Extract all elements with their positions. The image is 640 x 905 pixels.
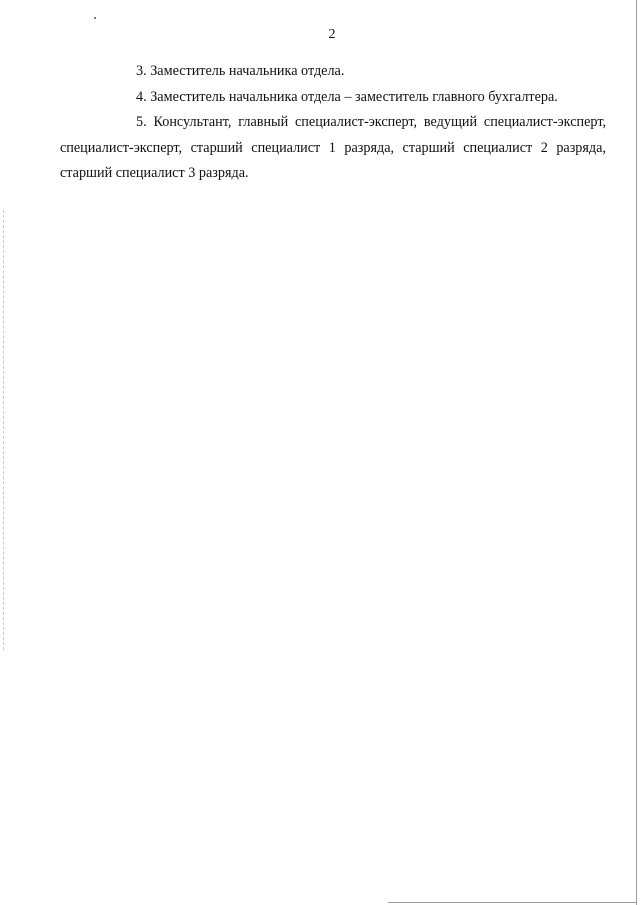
document-body [60,59,606,187]
list-item-text: Консультант, главный специалист-эксперт, ведущий специалист-эксперт, специалист-эксперт, старший специалист 1 разряда, старший специалист 2 разряда, старший специалист 3 разряда. [60,114,606,181]
scan-right-edge [636,0,637,905]
page-number: 2 [328,27,336,42]
scan-left-edge [3,210,4,650]
list-item-number: 3. [136,63,147,79]
list-item [60,110,606,187]
list-item-number: 4. [136,88,147,105]
list-item [60,59,606,85]
list-item-text: Заместитель начальника отдела. [150,63,345,79]
scan-bottom-edge [388,902,637,903]
scan-speck [94,17,96,19]
list-item-number: 5. [136,114,147,130]
list-item [60,85,606,111]
list-item-text: Заместитель начальника отдела – заместитель главного бухгалтера. [150,88,558,105]
